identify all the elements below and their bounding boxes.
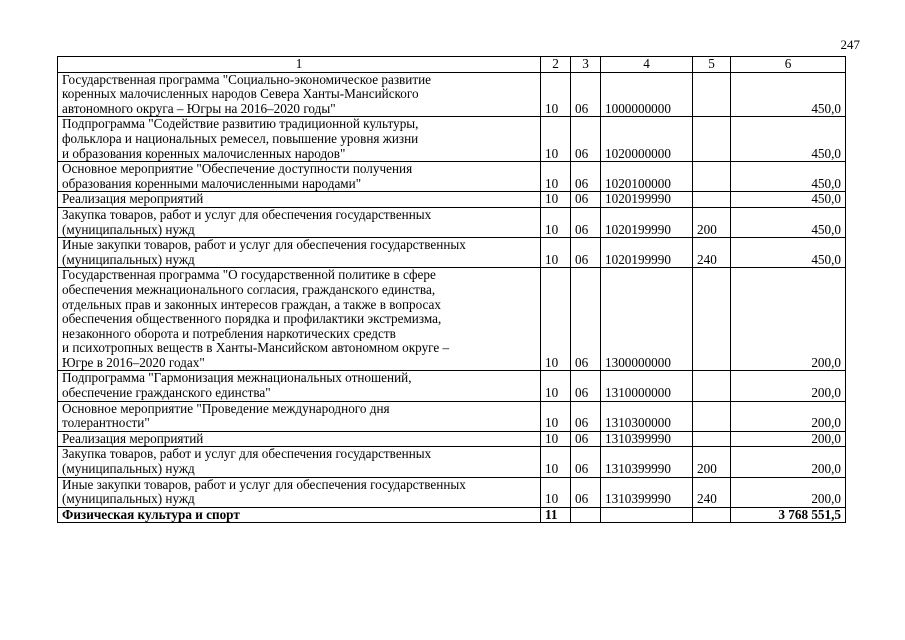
table-body: [58, 57, 846, 523]
amount-cell: 450,0: [731, 192, 846, 208]
subsection-cell: 06: [571, 371, 601, 401]
section-cell: 10: [541, 401, 571, 431]
subsection-cell: 06: [571, 447, 601, 477]
expense-type-cell: 200: [693, 447, 731, 477]
table-row: [58, 431, 846, 447]
target-article-cell: 1310399990: [601, 447, 693, 477]
header-cell: 6: [731, 57, 846, 73]
section-cell: 10: [541, 268, 571, 371]
amount-cell: 200,0: [731, 371, 846, 401]
name-cell: Государственная программа "Социально-экономическое развитие коренных малочисленных народов Севера Ханты-Мансийского автономного округа – Югры на 2016–2020 годы": [58, 72, 541, 117]
name-cell: Физическая культура и спорт: [58, 507, 541, 523]
section-cell: 10: [541, 238, 571, 268]
expense-type-cell: 240: [693, 477, 731, 507]
name-cell: Закупка товаров, работ и услуг для обеспечения государственных (муниципальных) нужд: [58, 447, 541, 477]
amount-cell: 200,0: [731, 401, 846, 431]
subsection-cell: 06: [571, 207, 601, 237]
name-cell: Закупка товаров, работ и услуг для обеспечения государственных (муниципальных) нужд: [58, 207, 541, 237]
target-article-cell: 1310300000: [601, 401, 693, 431]
expense-type-cell: [693, 431, 731, 447]
section-cell: 10: [541, 207, 571, 237]
subsection-cell: 06: [571, 162, 601, 192]
subsection-cell: 06: [571, 72, 601, 117]
subsection-cell: 06: [571, 192, 601, 208]
name-cell: Государственная программа "О государственной политике в сфере обеспечения межнационального согласия, гражданского единства, отдельных прав и законных интересов граждан, а также в вопросах обеспечения общественного порядка и профилактики экстремизма, незаконного оборота и потребления наркотических средств и психотропных веществ в Ханты-Мансийском автономном округе – Югре в 2016–2020 годах": [58, 268, 541, 371]
page-number: 247: [840, 37, 860, 52]
subsection-cell: 06: [571, 268, 601, 371]
target-article-cell: 1020100000: [601, 162, 693, 192]
table-row: [58, 207, 846, 237]
target-article-cell: 1020199990: [601, 238, 693, 268]
amount-cell: 3 768 551,5: [731, 507, 846, 523]
amount-cell: 450,0: [731, 238, 846, 268]
name-cell: Основное мероприятие "Обеспечение доступности получения образования коренными малочисленными народами": [58, 162, 541, 192]
amount-cell: 200,0: [731, 477, 846, 507]
header-cell: 4: [601, 57, 693, 73]
target-article-cell: 1020199990: [601, 207, 693, 237]
expense-type-cell: [693, 162, 731, 192]
expense-type-cell: 200: [693, 207, 731, 237]
name-cell: Иные закупки товаров, работ и услуг для обеспечения государственных (муниципальных) нужд: [58, 238, 541, 268]
section-cell: 10: [541, 72, 571, 117]
table-row: [58, 192, 846, 208]
section-cell: 10: [541, 431, 571, 447]
target-article-cell: 1310000000: [601, 371, 693, 401]
subsection-cell: 06: [571, 117, 601, 162]
amount-cell: 200,0: [731, 268, 846, 371]
header-cell: 2: [541, 57, 571, 73]
section-cell: 10: [541, 371, 571, 401]
amount-cell: 450,0: [731, 117, 846, 162]
expense-type-cell: [693, 192, 731, 208]
amount-cell: 450,0: [731, 162, 846, 192]
target-article-cell: 1020000000: [601, 117, 693, 162]
subsection-cell: [571, 507, 601, 523]
name-cell: Иные закупки товаров, работ и услуг для обеспечения государственных (муниципальных) нужд: [58, 477, 541, 507]
subsection-cell: 06: [571, 477, 601, 507]
table-row: [58, 447, 846, 477]
amount-cell: 200,0: [731, 431, 846, 447]
section-cell: 10: [541, 117, 571, 162]
budget-table: [57, 56, 846, 523]
subsection-cell: 06: [571, 401, 601, 431]
expense-type-cell: 240: [693, 238, 731, 268]
amount-cell: 450,0: [731, 72, 846, 117]
subsection-cell: 06: [571, 431, 601, 447]
section-cell: 10: [541, 162, 571, 192]
section-cell: 10: [541, 447, 571, 477]
table-row: [58, 371, 846, 401]
table-row: [58, 507, 846, 523]
target-article-cell: 1310399990: [601, 477, 693, 507]
table-row: [58, 72, 846, 117]
table-row: [58, 477, 846, 507]
table-row: [58, 268, 846, 371]
name-cell: Основное мероприятие "Проведение международного дня толерантности": [58, 401, 541, 431]
name-cell: Реализация мероприятий: [58, 431, 541, 447]
section-cell: 11: [541, 507, 571, 523]
expense-type-cell: [693, 401, 731, 431]
expense-type-cell: [693, 507, 731, 523]
target-article-cell: 1020199990: [601, 192, 693, 208]
section-cell: 10: [541, 192, 571, 208]
header-cell: 5: [693, 57, 731, 73]
name-cell: Подпрограмма "Содействие развитию традиционной культуры, фольклора и национальных ремесел, повышение уровня жизни и образования коренных малочисленных народов": [58, 117, 541, 162]
target-article-cell: 1300000000: [601, 268, 693, 371]
table-row: [58, 401, 846, 431]
subsection-cell: 06: [571, 238, 601, 268]
table-row: [58, 238, 846, 268]
expense-type-cell: [693, 117, 731, 162]
amount-cell: 450,0: [731, 207, 846, 237]
table-row: [58, 117, 846, 162]
amount-cell: 200,0: [731, 447, 846, 477]
name-cell: Реализация мероприятий: [58, 192, 541, 208]
header-cell: 3: [571, 57, 601, 73]
target-article-cell: 1310399990: [601, 431, 693, 447]
header-cell: 1: [58, 57, 541, 73]
name-cell: Подпрограмма "Гармонизация межнациональных отношений, обеспечение гражданского единства": [58, 371, 541, 401]
expense-type-cell: [693, 268, 731, 371]
expense-type-cell: [693, 371, 731, 401]
target-article-cell: 1000000000: [601, 72, 693, 117]
table-row: [58, 162, 846, 192]
expense-type-cell: [693, 72, 731, 117]
header-row: [58, 57, 846, 73]
target-article-cell: [601, 507, 693, 523]
section-cell: 10: [541, 477, 571, 507]
